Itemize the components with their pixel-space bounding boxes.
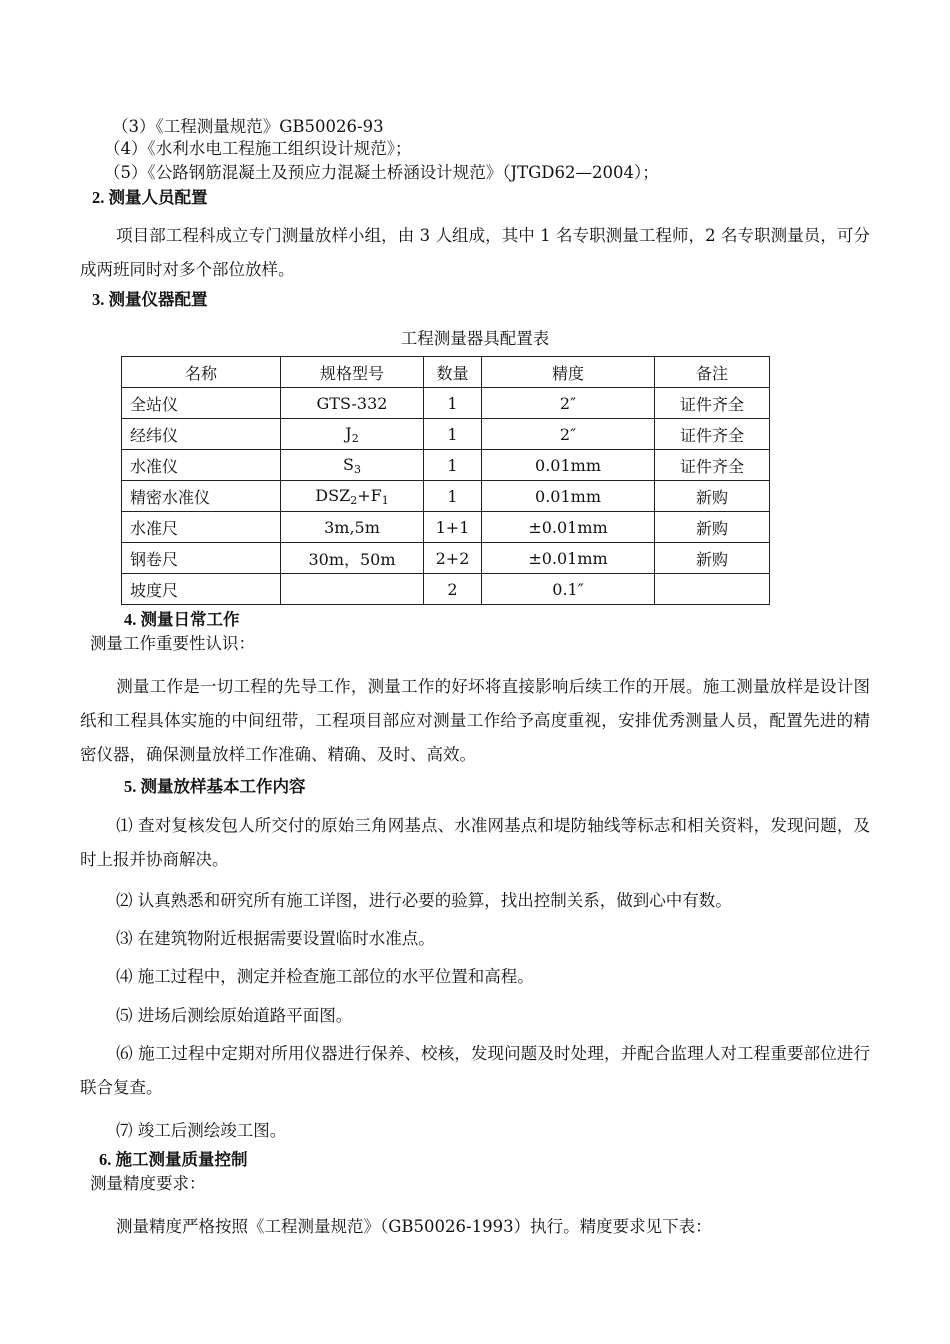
cell-qty: 2+2 [424, 543, 482, 574]
cell-note: 证件齐全 [655, 419, 770, 450]
list-item: ⑺ 竣工后测绘竣工图。 [116, 1121, 287, 1140]
cell-model: $J_2$ [281, 419, 424, 450]
cell-note: 证件齐全 [655, 388, 770, 419]
cell-qty: 1 [424, 450, 482, 481]
table-row [122, 419, 770, 450]
cell-precision: ±0.01mm [482, 512, 655, 543]
table-row [122, 574, 770, 605]
header-cell: 规格型号 [281, 357, 424, 388]
table-row [122, 450, 770, 481]
cell-model: 3m,5m [281, 512, 424, 543]
list-item: ⑹ 施工过程中定期对所用仪器进行保养、校核，发现问题及时处理，并配合监理人对工程重要部位进行联合复查。 [80, 1044, 870, 1097]
cell-name: 全站仪 [122, 388, 281, 419]
cell-note [655, 574, 770, 605]
table-row [122, 512, 770, 543]
cell-precision: 2″ [482, 388, 655, 419]
paragraph-text: 测量精度严格按照《工程测量规范》（GB50026-1993）执行。精度要求见下表： [116, 1217, 712, 1236]
cell-precision: 2″ [482, 419, 655, 450]
section-heading: 2. 测量人员配置 [92, 188, 208, 207]
table-header-row [122, 357, 770, 388]
cell-model [281, 574, 424, 605]
section-heading: 5. 测量放样基本工作内容 [124, 777, 306, 796]
reference-item: （3）《工程测量规范》GB50026-93 [112, 117, 384, 136]
section-paragraph [80, 1210, 870, 1244]
cell-name: 经纬仪 [122, 419, 281, 450]
cell-note: 新购 [655, 512, 770, 543]
paragraph-text: 测量工作是一切工程的先导工作，测量工作的好坏将直接影响后续工作的开展。施工测量放样是设计图纸和工程具体实施的中间纽带，工程项目部应对测量工作给予高度重视，安排优秀测量人员，配置先进的精密仪器，确保测量放样工作准确、精确、及时、高效。 [80, 677, 870, 764]
cell-precision: 0.01mm [482, 450, 655, 481]
header-cell: 名称 [122, 357, 281, 388]
section-paragraph [80, 219, 870, 287]
table-title: 工程测量器具配置表 [400, 329, 550, 348]
header-cell: 备注 [655, 357, 770, 388]
equipment-table [121, 356, 770, 605]
table-row [122, 388, 770, 419]
list-item: ⑴ 查对复核发包人所交付的原始三角网基点、水准网基点和堤防轴线等标志和相关资料，发现问题，及时上报并协商解决。 [80, 816, 870, 869]
cell-name: 水准仪 [122, 450, 281, 481]
section-heading: 3. 测量仪器配置 [92, 290, 208, 309]
cell-name: 水准尺 [122, 512, 281, 543]
cell-note: 证件齐全 [655, 450, 770, 481]
cell-model: 30m，50m [281, 543, 424, 574]
section-heading: 4. 测量日常工作 [124, 610, 240, 629]
cell-name: 坡度尺 [122, 574, 281, 605]
reference-item: （5）《公路钢筋混凝土及预应力混凝土桥涵设计规范》（JTGD62—2004）； [104, 163, 659, 182]
cell-model: GTS-332 [281, 388, 424, 419]
section-heading: 6. 施工测量质量控制 [99, 1150, 248, 1169]
cell-note: 新购 [655, 543, 770, 574]
section-paragraph [80, 670, 870, 772]
section-subheading: 测量精度要求： [90, 1174, 206, 1193]
cell-qty: 1 [424, 419, 482, 450]
reference-item: （4）《水利水电工程施工组织设计规范》； [104, 139, 412, 158]
cell-precision: 0.1″ [482, 574, 655, 605]
cell-precision: ±0.01mm [482, 543, 655, 574]
cell-name: 精密水准仪 [122, 481, 281, 512]
cell-qty: 1+1 [424, 512, 482, 543]
list-item: ⑸ 进场后测绘原始道路平面图。 [116, 1006, 353, 1025]
cell-qty: 1 [424, 481, 482, 512]
cell-model: $S_3$ [281, 450, 424, 481]
header-cell: 数量 [424, 357, 482, 388]
cell-precision: 0.01mm [482, 481, 655, 512]
section-subheading: 测量工作重要性认识： [90, 634, 255, 653]
cell-name: 钢卷尺 [122, 543, 281, 574]
cell-qty: 2 [424, 574, 482, 605]
cell-qty: 1 [424, 388, 482, 419]
paragraph-text: 项目部工程科成立专门测量放样小组，由 3 人组成，其中 1 名专职测量工程师，2 名专职测量员，可分成两班同时对多个部位放样。 [80, 226, 870, 279]
table-row [122, 543, 770, 574]
list-item: ⑷ 施工过程中，测定并检查施工部位的水平位置和高程。 [116, 967, 534, 986]
table-row [122, 481, 770, 512]
list-item: ⑵ 认真熟悉和研究所有施工详图，进行必要的验算，找出控制关系，做到心中有数。 [116, 891, 732, 910]
header-cell: 精度 [482, 357, 655, 388]
list-item: ⑶ 在建筑物附近根据需要设置临时水准点。 [116, 929, 435, 948]
cell-note: 新购 [655, 481, 770, 512]
cell-model: $DSZ_2+F_1$ [281, 481, 424, 512]
